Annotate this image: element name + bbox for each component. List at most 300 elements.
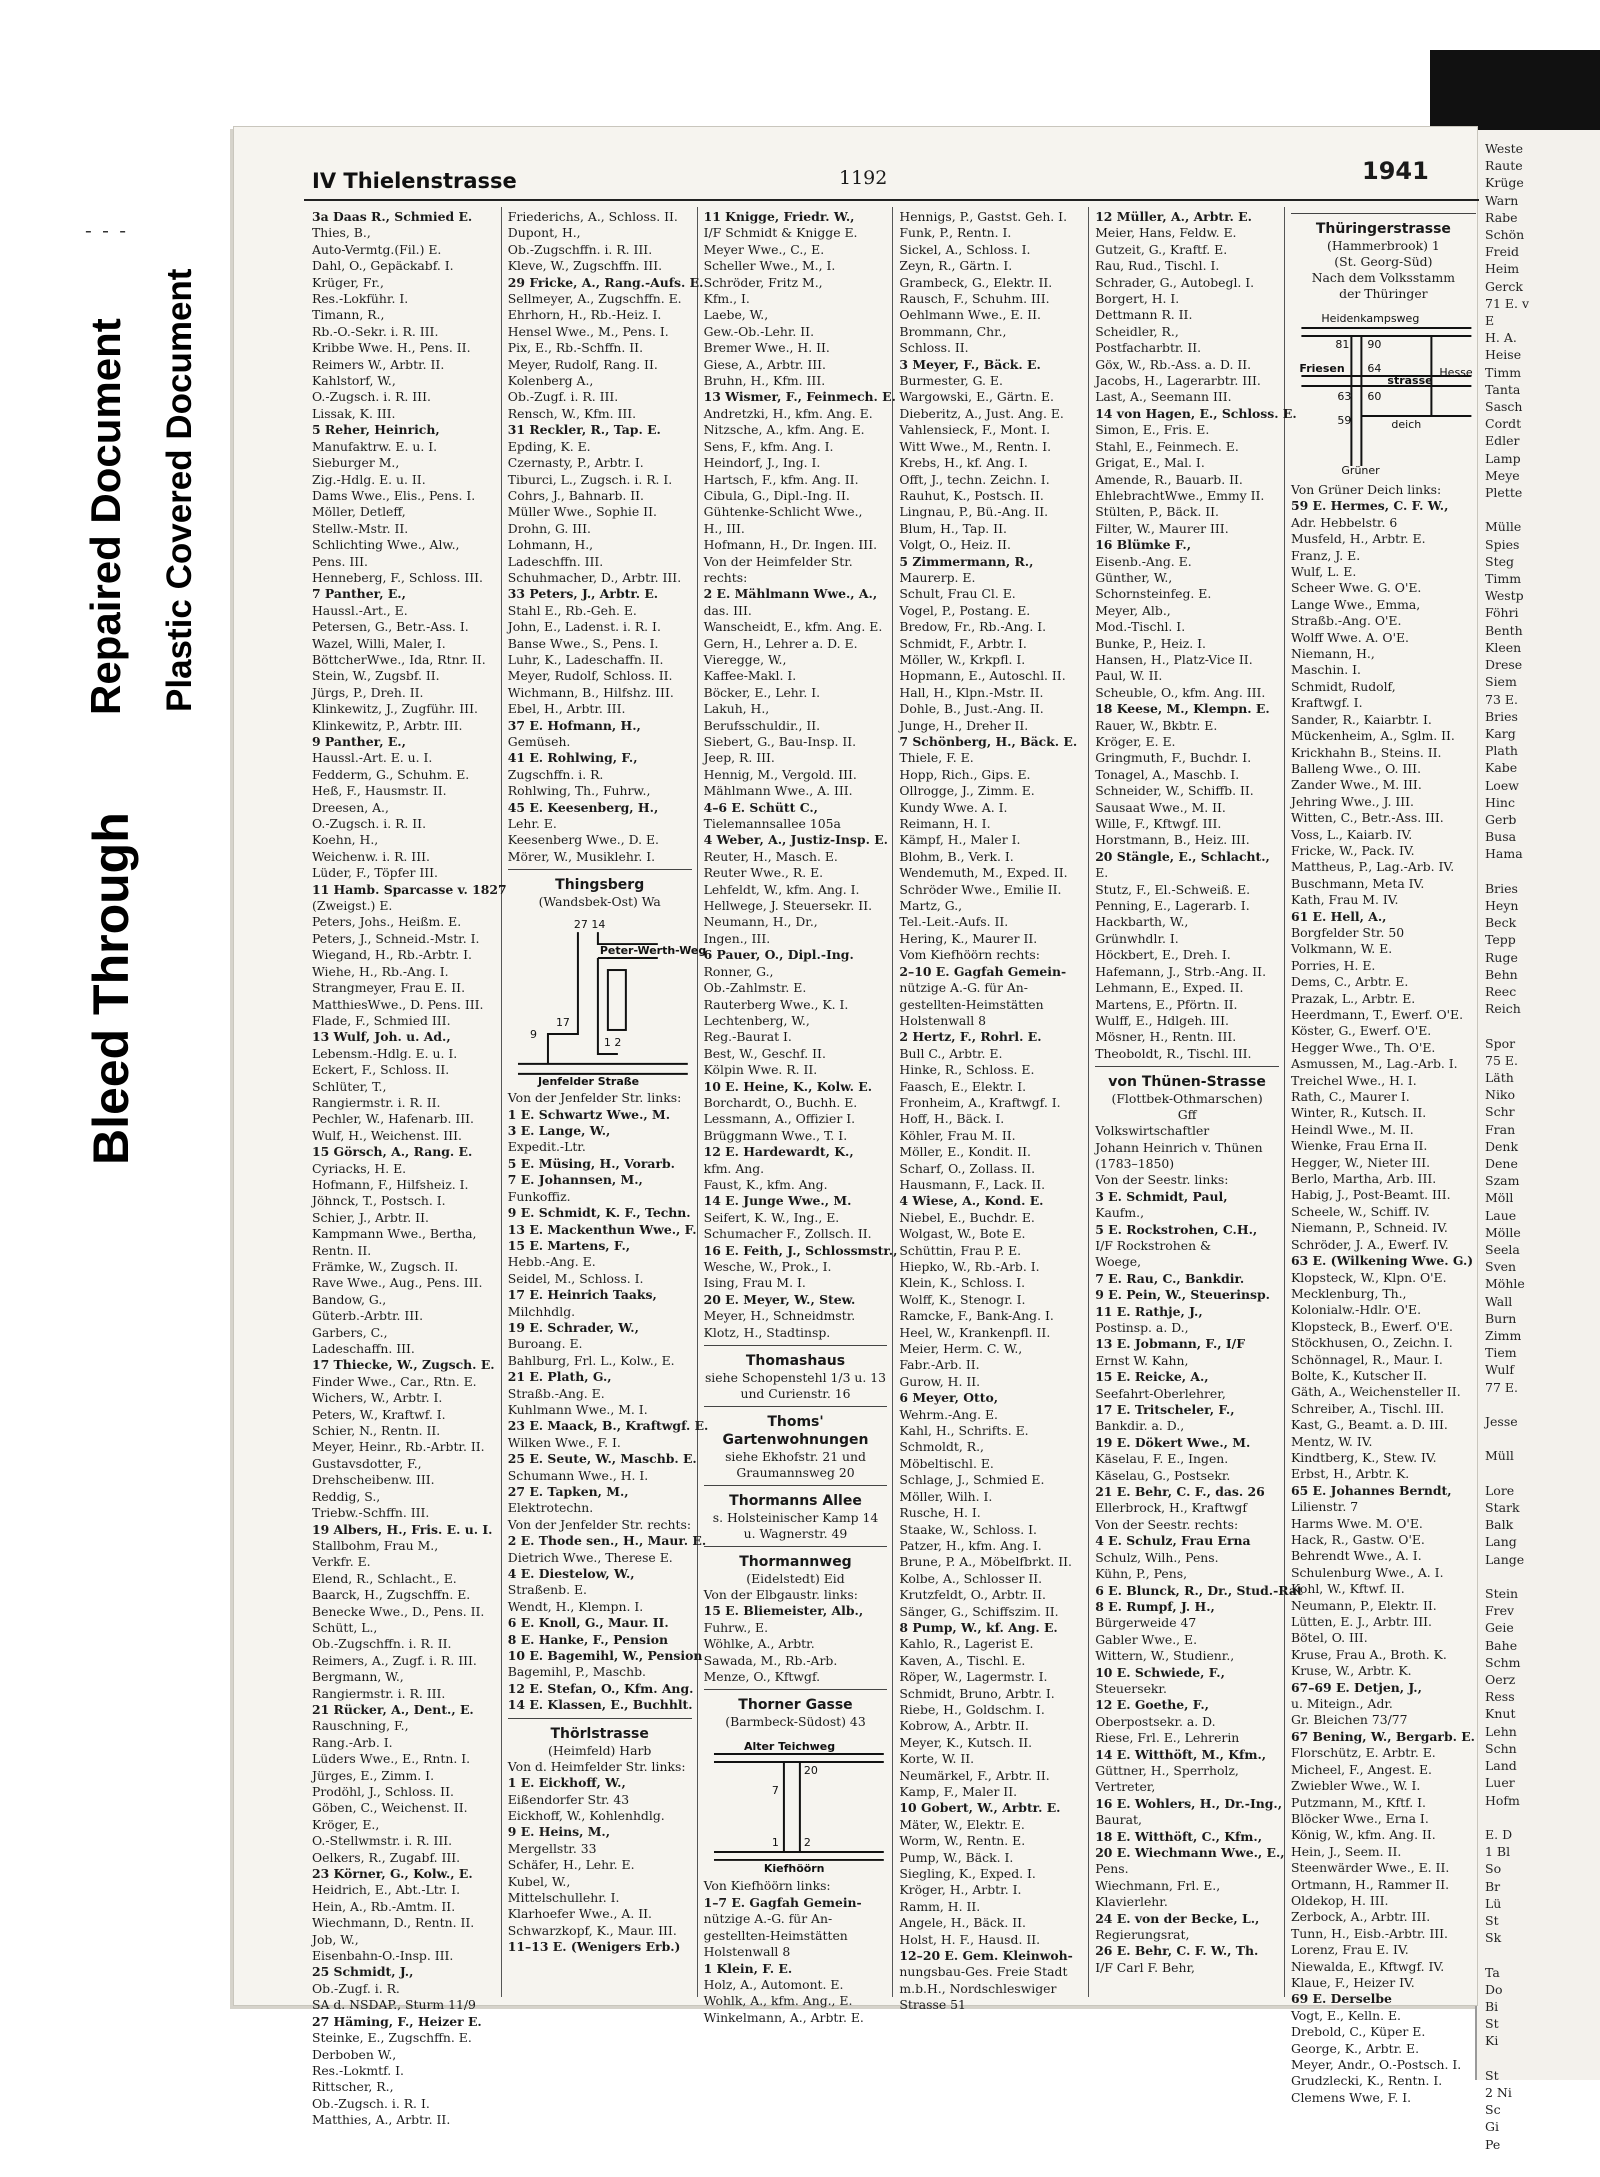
- edge-line: Müll: [1485, 1448, 1514, 1464]
- resident-entry: Scheidler, R.,: [1095, 323, 1179, 339]
- resident-entry: 6 E. Blunck, R., Dr., Stud.-Rat: [1095, 1582, 1303, 1598]
- resident-entry: Mentz, W. IV.: [1290, 1433, 1373, 1449]
- resident-entry: Fricke, W., Pack. IV.: [1290, 842, 1415, 858]
- edge-line: Laue: [1485, 1207, 1517, 1223]
- resident-entry: Lehmann, E., Exped. II.: [1095, 980, 1244, 996]
- edge-line: Fran: [1485, 1121, 1516, 1137]
- resident-entry: Sänger, G., Schiffszim. II.: [899, 1603, 1059, 1619]
- edge-line: Knut: [1485, 1706, 1516, 1722]
- resident-entry: Witt Wwe., M., Rentn. I.: [899, 438, 1052, 454]
- section-rule: [1291, 213, 1476, 214]
- resident-entry: 10 E. Schwiede, F.,: [1095, 1664, 1225, 1680]
- resident-entry: Ortmann, H., Rammer II.: [1290, 1876, 1450, 1892]
- resident-entry: 26 E. Behr, C. F. W., Th.: [1095, 1943, 1259, 1959]
- resident-entry: Banse Wwe., S., Pens. I.: [507, 635, 659, 651]
- resident-entry: 14 E. Witthöft, M., Kfm.,: [1095, 1746, 1267, 1762]
- resident-entry: Cohrs, J., Bahnarb. II.: [507, 487, 644, 503]
- resident-entry: Hack, R., Gastw. O'E.: [1290, 1532, 1425, 1547]
- resident-entry: Lechtenberg, W.,: [703, 1012, 810, 1028]
- resident-entry: Bruhn, H., Kfm. III.: [703, 373, 826, 389]
- map-label: Grüner: [1341, 464, 1380, 477]
- resident-entry: Hebb.-Ang. E.: [507, 1254, 596, 1270]
- resident-entry: Schönnagel, R., Maur. I.: [1290, 1351, 1443, 1367]
- resident-entry: Henneberg, F., Schloss. III.: [312, 569, 483, 585]
- resident-entry: 4 Wiese, A., Kond. E.: [899, 1193, 1044, 1209]
- resident-entry: Behrendt Wwe., A. I.: [1290, 1548, 1422, 1564]
- resident-entry: Reimers W., Arbtr. II.: [312, 356, 445, 372]
- map-label: 90: [1367, 338, 1382, 351]
- resident-entry: Postfacharbtr. II.: [1095, 340, 1202, 356]
- edge-line: St: [1485, 2067, 1499, 2083]
- resident-entry: Bergmann, W.,: [312, 1669, 404, 1685]
- resident-entry: Matthies, A., Arbtr. II.: [312, 2112, 451, 2128]
- resident-entry: Mittelschullehr. I.: [507, 1889, 620, 1905]
- map-label: 9: [529, 1028, 537, 1042]
- resident-entry: Fedderm, G., Schuhm. E.: [312, 766, 470, 782]
- resident-entry: Strangmeyer, Frau E. II.: [312, 980, 466, 996]
- resident-entry: 7 Schönberg, H., Bäck. E.: [899, 734, 1078, 749]
- edge-line: Stark: [1485, 1500, 1520, 1516]
- resident-entry: Hoff, H., Bäck. I.: [899, 1111, 1005, 1127]
- resident-entry: 23 Körner, G., Kolw., E.: [312, 1866, 473, 1882]
- resident-entry: Böcker, E., Lehr. I.: [703, 684, 821, 700]
- resident-entry: 3a Daas R., Schmied E.: [312, 209, 473, 224]
- resident-entry: Lütten, E. J., Arbtr. III.: [1290, 1614, 1432, 1630]
- resident-entry: Sander, R., Kaiarbtr. I.: [1290, 711, 1432, 727]
- resident-entry: Ladeschffn. III.: [507, 553, 604, 569]
- resident-entry: Eisenbahn-O.-Insp. III.: [312, 1948, 454, 1964]
- resident-entry: Dams Wwe., Elis., Pens. I.: [312, 487, 476, 503]
- edge-line: Luer: [1485, 1775, 1515, 1791]
- resident-entry: Eckert, F., Schloss. II.: [312, 1062, 450, 1078]
- edge-line: Timm: [1485, 364, 1522, 380]
- resident-entry: Schrader, G., Autobegl. I.: [1095, 274, 1255, 290]
- edge-line: [1485, 2050, 1595, 2067]
- resident-entry: Worm, W., Rentn. E.: [899, 1833, 1026, 1849]
- header-rule: [304, 199, 1479, 201]
- edge-line: Raute: [1485, 158, 1523, 174]
- street-heading: Thormannweg: [739, 1554, 852, 1571]
- resident-entry: Ernst W. Kahn,: [1095, 1352, 1189, 1368]
- resident-entry: Lingnau, P., Bü.-Ang. II.: [899, 504, 1049, 520]
- resident-entry: Holstenwall 8: [899, 1012, 987, 1028]
- resident-entry: 11–13 E. (Wenigers Erb.): [507, 1939, 681, 1955]
- edge-line: Frev: [1485, 1603, 1515, 1619]
- resident-entry: Wulf, H., Weichenst. III.: [312, 1127, 462, 1143]
- resident-entry: Prodöhl, J., Schloss. II.: [312, 1784, 454, 1799]
- edge-line: Kabe: [1485, 760, 1518, 776]
- edge-line: Warn: [1485, 192, 1519, 208]
- map-label: Kiefhöörn: [763, 1862, 825, 1876]
- resident-entry: 2 E. Thode sen., H., Maur. E.: [507, 1533, 707, 1549]
- edge-line: Spies: [1485, 536, 1520, 552]
- resident-entry: Blöcker Wwe., Erna I.: [1290, 1810, 1429, 1826]
- resident-entry: Möller, Wilh. I.: [899, 1488, 993, 1504]
- resident-entry: Meier, Hans, Feldw. E.: [1095, 225, 1237, 241]
- resident-entry: 1 E. Eickhoff, W.,: [507, 1775, 626, 1791]
- resident-entry: Finder Wwe., Car., Rtn. E.: [312, 1373, 477, 1389]
- street-subheading: (Hammerbrook) 1: [1327, 238, 1440, 253]
- resident-entry: Jürges, E., Zimm. I.: [312, 1767, 435, 1783]
- resident-entry: Job, W.,: [312, 1931, 359, 1947]
- resident-entry: Sieburger M.,: [312, 455, 400, 471]
- edge-line: Bries: [1485, 708, 1518, 724]
- resident-entry: Dems, C., Arbtr. E.: [1290, 974, 1409, 990]
- street-subheading: Gff: [1177, 1107, 1197, 1123]
- resident-entry: Güttner, H., Sperrholz,: [1095, 1762, 1239, 1778]
- resident-entry: Von d. Heimfelder Str. links:: [507, 1758, 686, 1774]
- resident-entry: 15 E. Reicke, A.,: [1095, 1369, 1209, 1385]
- resident-entry: 6 E. Knoll, G., Maur. II.: [507, 1615, 669, 1631]
- resident-entry: 18 E. Witthöft, C., Kfm.,: [1095, 1828, 1263, 1844]
- edge-line: Kleen: [1485, 639, 1522, 655]
- resident-entry: Straßb.-Ang. E.: [507, 1385, 605, 1401]
- edge-line: Ruge: [1485, 949, 1518, 965]
- resident-entry: 12 E. Hardewardt, K.,: [703, 1144, 854, 1160]
- resident-entry: Epding, K. E.: [507, 438, 591, 454]
- edge-line: Gerb: [1485, 811, 1517, 827]
- edge-line: Krüge: [1485, 175, 1524, 191]
- edge-line: Ki: [1485, 2033, 1499, 2049]
- resident-entry: Wolff, K., Stenogr. I.: [899, 1291, 1026, 1307]
- resident-entry: Främke, W., Zugsch. II.: [312, 1259, 459, 1274]
- resident-entry: 14 von Hagen, E., Schloss. E.: [1095, 405, 1297, 421]
- resident-entry: Pump, W., Bäck. I.: [899, 1849, 1014, 1865]
- map-label: 64: [1367, 362, 1382, 375]
- resident-entry: Dohle, B., Just.-Ang. II.: [899, 701, 1044, 717]
- edge-line: Szam: [1485, 1173, 1520, 1189]
- resident-entry: Gr. Bleichen 73/77: [1290, 1712, 1408, 1728]
- street-map: [704, 1734, 888, 1874]
- resident-entry: 59 E. Hermes, C. F. W.,: [1290, 498, 1449, 514]
- resident-entry: 12 E. Stefan, O., Kfm. Ang.: [507, 1680, 694, 1696]
- resident-entry: Von Kiefhöörn links:: [703, 1878, 831, 1894]
- resident-entry: Porries, H. E.: [1290, 957, 1376, 973]
- street-subheading: (Wandsbek-Ost) Wa: [538, 894, 661, 910]
- resident-entry: 15 E. Bliemeister, Alb.,: [703, 1603, 864, 1619]
- resident-entry: Offt, J., techn. Zeichn. I.: [899, 471, 1050, 487]
- resident-entry: Wiegand, H., Rb.-Arbtr. I.: [312, 947, 472, 963]
- edge-line: Niko: [1485, 1087, 1516, 1103]
- resident-entry: EhlebrachtWwe., Emmy II.: [1095, 487, 1265, 503]
- resident-entry: Best, W., Geschf. II.: [703, 1045, 826, 1061]
- resident-entry: Krüger, Fr.,: [312, 274, 384, 290]
- map-label: Friesen: [1299, 362, 1345, 375]
- resident-entry: Brune, P. A., Möbelfbrkt. II.: [899, 1554, 1072, 1570]
- resident-entry: Eißendorfer Str. 43: [507, 1791, 630, 1807]
- resident-entry: 25 Schmidt, J.,: [312, 1964, 414, 1980]
- resident-entry: Ingen., III.: [703, 930, 771, 946]
- edge-line: Tanta: [1485, 381, 1521, 397]
- resident-entry: Niemann, H.,: [1290, 646, 1375, 662]
- resident-entry: Hall, H., Klpn.-Mstr. II.: [899, 684, 1044, 700]
- map-label: 27 14: [573, 918, 606, 932]
- resident-entry: Wargowski, E., Gärtn. E.: [899, 389, 1054, 405]
- resident-entry: Kühn, P., Pens,: [1095, 1566, 1188, 1582]
- resident-entry: Wehrm.-Ang. E.: [899, 1406, 998, 1422]
- resident-entry: Brommann, Chr.,: [899, 323, 1007, 339]
- resident-entry: Reuter Wwe., R. E.: [703, 865, 824, 881]
- resident-entry: Jöhnck, T., Postsch. I.: [312, 1193, 446, 1209]
- resident-entry: Borgfelder Str. 50: [1290, 924, 1405, 940]
- resident-entry: Keesenberg Wwe., D. E.: [507, 832, 659, 848]
- resident-entry: Asmussen, M., Lag.-Arb. I.: [1290, 1056, 1458, 1072]
- section-rule: [1095, 1066, 1279, 1067]
- resident-entry: 13 Wulf, Joh. u. Ad.,: [312, 1029, 451, 1045]
- resident-entry: H., III.: [703, 520, 745, 536]
- resident-entry: Baurat,: [1095, 1812, 1142, 1828]
- resident-entry: Holst, H. F., Hausd. II.: [899, 1931, 1041, 1947]
- resident-entry: Meyer, K., Kutsch. II.: [899, 1734, 1033, 1750]
- street-subheading: siehe Ekhofstr. 21 und: [725, 1449, 866, 1465]
- edge-line: 1 Bl: [1485, 1844, 1511, 1860]
- edge-line: Föhri: [1485, 605, 1519, 621]
- resident-entry: Kath, Frau M. IV.: [1290, 892, 1399, 908]
- street-map: [508, 914, 706, 1089]
- edge-line: 2 Ni: [1485, 2084, 1512, 2100]
- resident-entry: Von der Elbgaustr. links:: [703, 1587, 858, 1603]
- edge-line: Land: [1485, 1758, 1517, 1774]
- edge-line: Benth: [1485, 622, 1523, 638]
- edge-line: Siem: [1485, 674, 1517, 690]
- resident-entry: Buroang. E.: [507, 1336, 583, 1352]
- edge-line: Spor: [1485, 1035, 1516, 1051]
- resident-entry: kfm. Ang.: [703, 1160, 765, 1176]
- resident-entry: Stahl, E., Feinmech. E.: [1095, 438, 1239, 454]
- resident-entry: Bankdir. a. D.,: [1095, 1418, 1185, 1434]
- resident-entry: Wohlk, A., kfm. Ang., E.: [703, 1993, 853, 2009]
- edge-line: Lamp: [1485, 450, 1521, 466]
- resident-entry: Klein, K., Schloss. I.: [899, 1275, 1026, 1291]
- resident-entry: 31 Reckler, R., Tap. E.: [507, 422, 661, 438]
- resident-entry: Postinsp. a. D.,: [1095, 1320, 1189, 1335]
- resident-entry: 20 E. Meyer, W., Stew.: [703, 1291, 856, 1307]
- resident-entry: Rauer, W., Bkbtr. E.: [1095, 717, 1218, 733]
- resident-entry: Kahlstorf, W.,: [312, 373, 396, 389]
- resident-entry: Grünwhdlr. I.: [1095, 930, 1179, 946]
- resident-entry: Oberpostsekr. a. D.: [1095, 1713, 1216, 1729]
- edge-line: Läth: [1485, 1069, 1514, 1085]
- resident-entry: nungsbau-Ges. Freie Stadt: [899, 1964, 1068, 1980]
- resident-entry: 9 E. Heins, M.,: [507, 1824, 611, 1840]
- edge-line: St: [1485, 2016, 1499, 2032]
- resident-entry: Dreesen, A.,: [312, 799, 389, 815]
- resident-entry: Gew.-Ob.-Lehr. II.: [703, 323, 815, 339]
- resident-entry: Gurow, H. II.: [899, 1373, 981, 1389]
- resident-entry: Dupont, H.,: [507, 225, 581, 241]
- resident-entry: Mattheus, P., Lag.-Arb. IV.: [1290, 859, 1455, 875]
- edge-line: Tiem: [1485, 1345, 1517, 1361]
- edge-line: Mülle: [1485, 519, 1522, 535]
- resident-entry: Schult, Frau Cl. E.: [899, 586, 1016, 602]
- resident-entry: Hensel Wwe., M., Pens. I.: [507, 323, 669, 339]
- resident-entry: Tonagel, A., Maschb. I.: [1095, 766, 1240, 782]
- resident-entry: Zwiebler Wwe., W. I.: [1290, 1778, 1421, 1794]
- edge-line: H. A.: [1485, 330, 1517, 346]
- resident-entry: Kundy Wwe. A. I.: [899, 799, 1008, 815]
- resident-entry: O.-Zugsch. i. R. II.: [312, 816, 427, 832]
- resident-entry: Kaffee-Makl. I.: [703, 668, 797, 684]
- resident-entry: 1 Klein, F. E.: [703, 1960, 793, 1976]
- resident-entry: 4 E. Schulz, Frau Erna: [1095, 1533, 1251, 1549]
- resident-entry: Pix, E., Rb.-Schffn. II.: [507, 340, 644, 356]
- resident-entry: 2 E. Mählmann Wwe., A.,: [703, 586, 878, 602]
- edge-line: 73 E.: [1485, 691, 1518, 707]
- resident-entry: Nitzsche, A., kfm. Ang. E.: [703, 422, 865, 438]
- directory-column: [1285, 207, 1481, 2105]
- resident-entry: Schornsteinfeg. E.: [1095, 586, 1212, 602]
- resident-entry: Elektrotechn.: [507, 1500, 594, 1516]
- edge-line: Behn: [1485, 966, 1518, 982]
- street-subheading: (Barmbeck-Südost) 43: [725, 1714, 866, 1730]
- resident-entry: Res.-Lokführ. I.: [312, 291, 409, 307]
- resident-entry: Adr. Hebbelstr. 6: [1290, 514, 1398, 530]
- resident-entry: Zugschffn. i. R.: [507, 766, 604, 782]
- resident-entry: Krickhahn B., Steins. II.: [1290, 744, 1442, 760]
- street-subheading: u. Wagnerstr. 49: [743, 1526, 848, 1542]
- edge-line: Lehn: [1485, 1723, 1517, 1739]
- resident-entry: Korte, W. II.: [899, 1751, 975, 1767]
- resident-entry: Timann, R.,: [312, 307, 385, 323]
- resident-entry: John, E., Ladenst. i. R. I.: [507, 619, 661, 635]
- resident-entry: Ellerbrock, H., Kraftwgf: [1095, 1500, 1247, 1516]
- edge-line: Hama: [1485, 846, 1523, 862]
- resident-entry: Lorenz, Frau E. IV.: [1290, 1942, 1409, 1958]
- resident-entry: Scheller Wwe., M., I.: [703, 258, 836, 274]
- resident-entry: Hellwege, J. Steuersekr. II.: [703, 898, 873, 914]
- street-heading: Thüringerstrasse: [1315, 221, 1451, 237]
- resident-entry: Habig, J., Post-Beamt. III.: [1290, 1187, 1451, 1203]
- edge-line: Schön: [1485, 227, 1525, 243]
- resident-entry: 5 E. Rockstrohen, C.H.,: [1095, 1221, 1258, 1237]
- resident-entry: I/F Carl F. Behr,: [1095, 1959, 1195, 1975]
- resident-entry: 67–69 E. Detjen, J.,: [1290, 1679, 1422, 1695]
- resident-entry: Wiehe, H., Rb.-Ang. I.: [312, 963, 449, 979]
- map-label: Jenfelder Straße: [537, 1075, 639, 1089]
- resident-entry: Lehr. E.: [507, 816, 557, 832]
- resident-entry: Schlüter, T.,: [312, 1078, 387, 1094]
- resident-entry: Tiburci, L., Zugsch. i. R. I.: [507, 471, 673, 487]
- resident-entry: Heerdmann, T., Ewerf. O'E.: [1290, 1007, 1464, 1022]
- resident-entry: Schlichting Wwe., Alw.,: [312, 537, 460, 553]
- resident-entry: Günther, W.,: [1095, 569, 1173, 585]
- resident-entry: Kämpf, H., Maler I.: [899, 832, 1021, 848]
- resident-entry: Mörer, W., Musiklehr. I.: [507, 848, 656, 864]
- resident-entry: Kolbe, A., Schlosser II.: [899, 1570, 1043, 1586]
- resident-entry: Staake, W., Schloss. I.: [899, 1521, 1037, 1537]
- resident-entry: Riese, Frl. E., Lehrerin: [1095, 1730, 1240, 1746]
- resident-entry: Faasch, E., Elektr. I.: [899, 1078, 1027, 1094]
- edge-line: [1485, 1396, 1595, 1413]
- resident-entry: Harms Wwe. M. O'E.: [1290, 1515, 1423, 1531]
- adjacent-page-edge: [1475, 130, 1600, 2152]
- resident-entry: 9 E. Pein, W., Steuerinsp.: [1095, 1287, 1270, 1303]
- resident-entry: m.b.H., Nordschleswiger: [899, 1980, 1057, 1996]
- resident-entry: Röper, W., Lagermstr. I.: [899, 1669, 1048, 1685]
- adjacent-page-text: [1485, 140, 1595, 2153]
- resident-entry: Ollrogge, J., Zimm. E.: [899, 783, 1035, 799]
- resident-entry: 12 E. Goethe, F.,: [1095, 1697, 1209, 1713]
- edge-line: Lore: [1485, 1482, 1515, 1498]
- map-label: 63: [1337, 390, 1352, 403]
- street-heading: Thörlstrasse: [550, 1725, 649, 1742]
- resident-entry: 45 E. Keesenberg, H.,: [507, 799, 659, 815]
- street-subheading: (Heimfeld) Harb: [548, 1742, 652, 1758]
- resident-entry: Triebw.-Schffn. III.: [312, 1505, 430, 1521]
- edge-line: Sc: [1485, 2102, 1501, 2118]
- resident-entry: Ramcke, F., Bank-Ang. I.: [899, 1308, 1054, 1324]
- resident-entry: Hegger Wwe., Th. O'E.: [1290, 1039, 1436, 1055]
- resident-entry: Amende, R., Bauarb. II.: [1095, 471, 1243, 487]
- resident-entry: Rath, C., Maurer I.: [1290, 1089, 1410, 1105]
- resident-entry: Pens. III.: [312, 553, 368, 569]
- resident-entry: 12 Müller, A., Arbtr. E.: [1095, 209, 1252, 224]
- margin-ticks: - - -: [85, 218, 128, 242]
- resident-entry: Scheer Wwe. G. O'E.: [1290, 580, 1422, 596]
- edge-line: Gi: [1485, 2119, 1499, 2135]
- resident-entry: Hegger, W., Nieter III.: [1290, 1154, 1431, 1170]
- resident-entry: Kamp, F., Maler II.: [899, 1784, 1018, 1799]
- resident-entry: 23 E. Maack, B., Kraftwgf. E.: [507, 1418, 709, 1434]
- edge-line: 71 E. v: [1485, 295, 1530, 311]
- resident-entry: Pens.: [1095, 1861, 1129, 1877]
- resident-entry: Möller, E., Kondit. II.: [899, 1144, 1031, 1160]
- resident-entry: Berlo, Martha, Arb. III.: [1290, 1171, 1437, 1187]
- resident-entry: Dietrich Wwe., Therese E.: [507, 1549, 673, 1565]
- resident-entry: Angele, H., Bäck. II.: [899, 1915, 1026, 1931]
- resident-entry: Schloss. II.: [899, 340, 969, 356]
- edge-line: [1485, 1430, 1595, 1447]
- edge-line: Ta: [1485, 1964, 1500, 1980]
- resident-entry: Neumann, H., Dr.,: [703, 914, 818, 930]
- resident-entry: Flade, F., Schmied III.: [312, 1012, 451, 1028]
- resident-entry: 2 Hertz, F., Rohrl. E.: [899, 1029, 1042, 1045]
- resident-entry: Vieregge, W.,: [703, 651, 787, 667]
- resident-entry: Schulenburg Wwe., A. I.: [1290, 1564, 1444, 1580]
- edge-line: [1485, 1017, 1595, 1034]
- resident-entry: 17 E. Tritscheler, F.,: [1095, 1402, 1235, 1418]
- resident-entry: 7 E. Rau, C., Bankdir.: [1095, 1270, 1245, 1286]
- map-label: deich: [1391, 418, 1422, 431]
- resident-entry: Sellmeyer, A., Zugschffn. E.: [507, 291, 682, 307]
- resident-entry: Fabr.-Arb. II.: [899, 1357, 980, 1373]
- resident-entry: Laebe, W.,: [703, 307, 769, 323]
- map-label: 7: [771, 1784, 779, 1798]
- resident-entry: Stallbohm, Frau M.,: [312, 1537, 439, 1553]
- edge-line: Stein: [1485, 1586, 1519, 1602]
- resident-entry: Meier, Herm. C. W.,: [899, 1341, 1023, 1357]
- edge-line: Mölle: [1485, 1224, 1521, 1240]
- resident-entry: O.-Stellwmstr. i. R. III.: [312, 1833, 453, 1849]
- resident-entry: Schröder, J. A., Ewerf. IV.: [1290, 1236, 1449, 1252]
- edge-line: Hinc: [1485, 794, 1515, 810]
- resident-entry: Patzer, H., kfm. Ang. I.: [899, 1537, 1042, 1553]
- resident-entry: Heß, F., Hausmstr. II.: [312, 783, 447, 799]
- street-subheading: (Eidelstedt) Eid: [746, 1571, 845, 1587]
- resident-entry: Höckbert, E., Dreh. I.: [1095, 947, 1231, 963]
- resident-entry: Hiepko, W., Rb.-Arb. I.: [899, 1259, 1040, 1274]
- edge-line: 77 E.: [1485, 1379, 1518, 1395]
- street-subheading: und Curienstr. 16: [740, 1386, 851, 1402]
- resident-entry: 19 E. Schrader, W.,: [507, 1319, 639, 1335]
- resident-entry: Mecklenburg, Th.,: [1290, 1285, 1407, 1301]
- resident-entry: Wöhlke, A., Arbtr.: [703, 1636, 815, 1652]
- resident-entry: Prazak, L., Arbtr. E.: [1290, 990, 1416, 1006]
- resident-entry: Ising, Frau M. I.: [703, 1275, 806, 1291]
- resident-entry: Grambeck, G., Elektr. II.: [899, 274, 1053, 290]
- resident-entry: Res.-Lokmtf. I.: [312, 2062, 404, 2078]
- resident-entry: Witten, C., Betr.-Ass. III.: [1290, 810, 1444, 826]
